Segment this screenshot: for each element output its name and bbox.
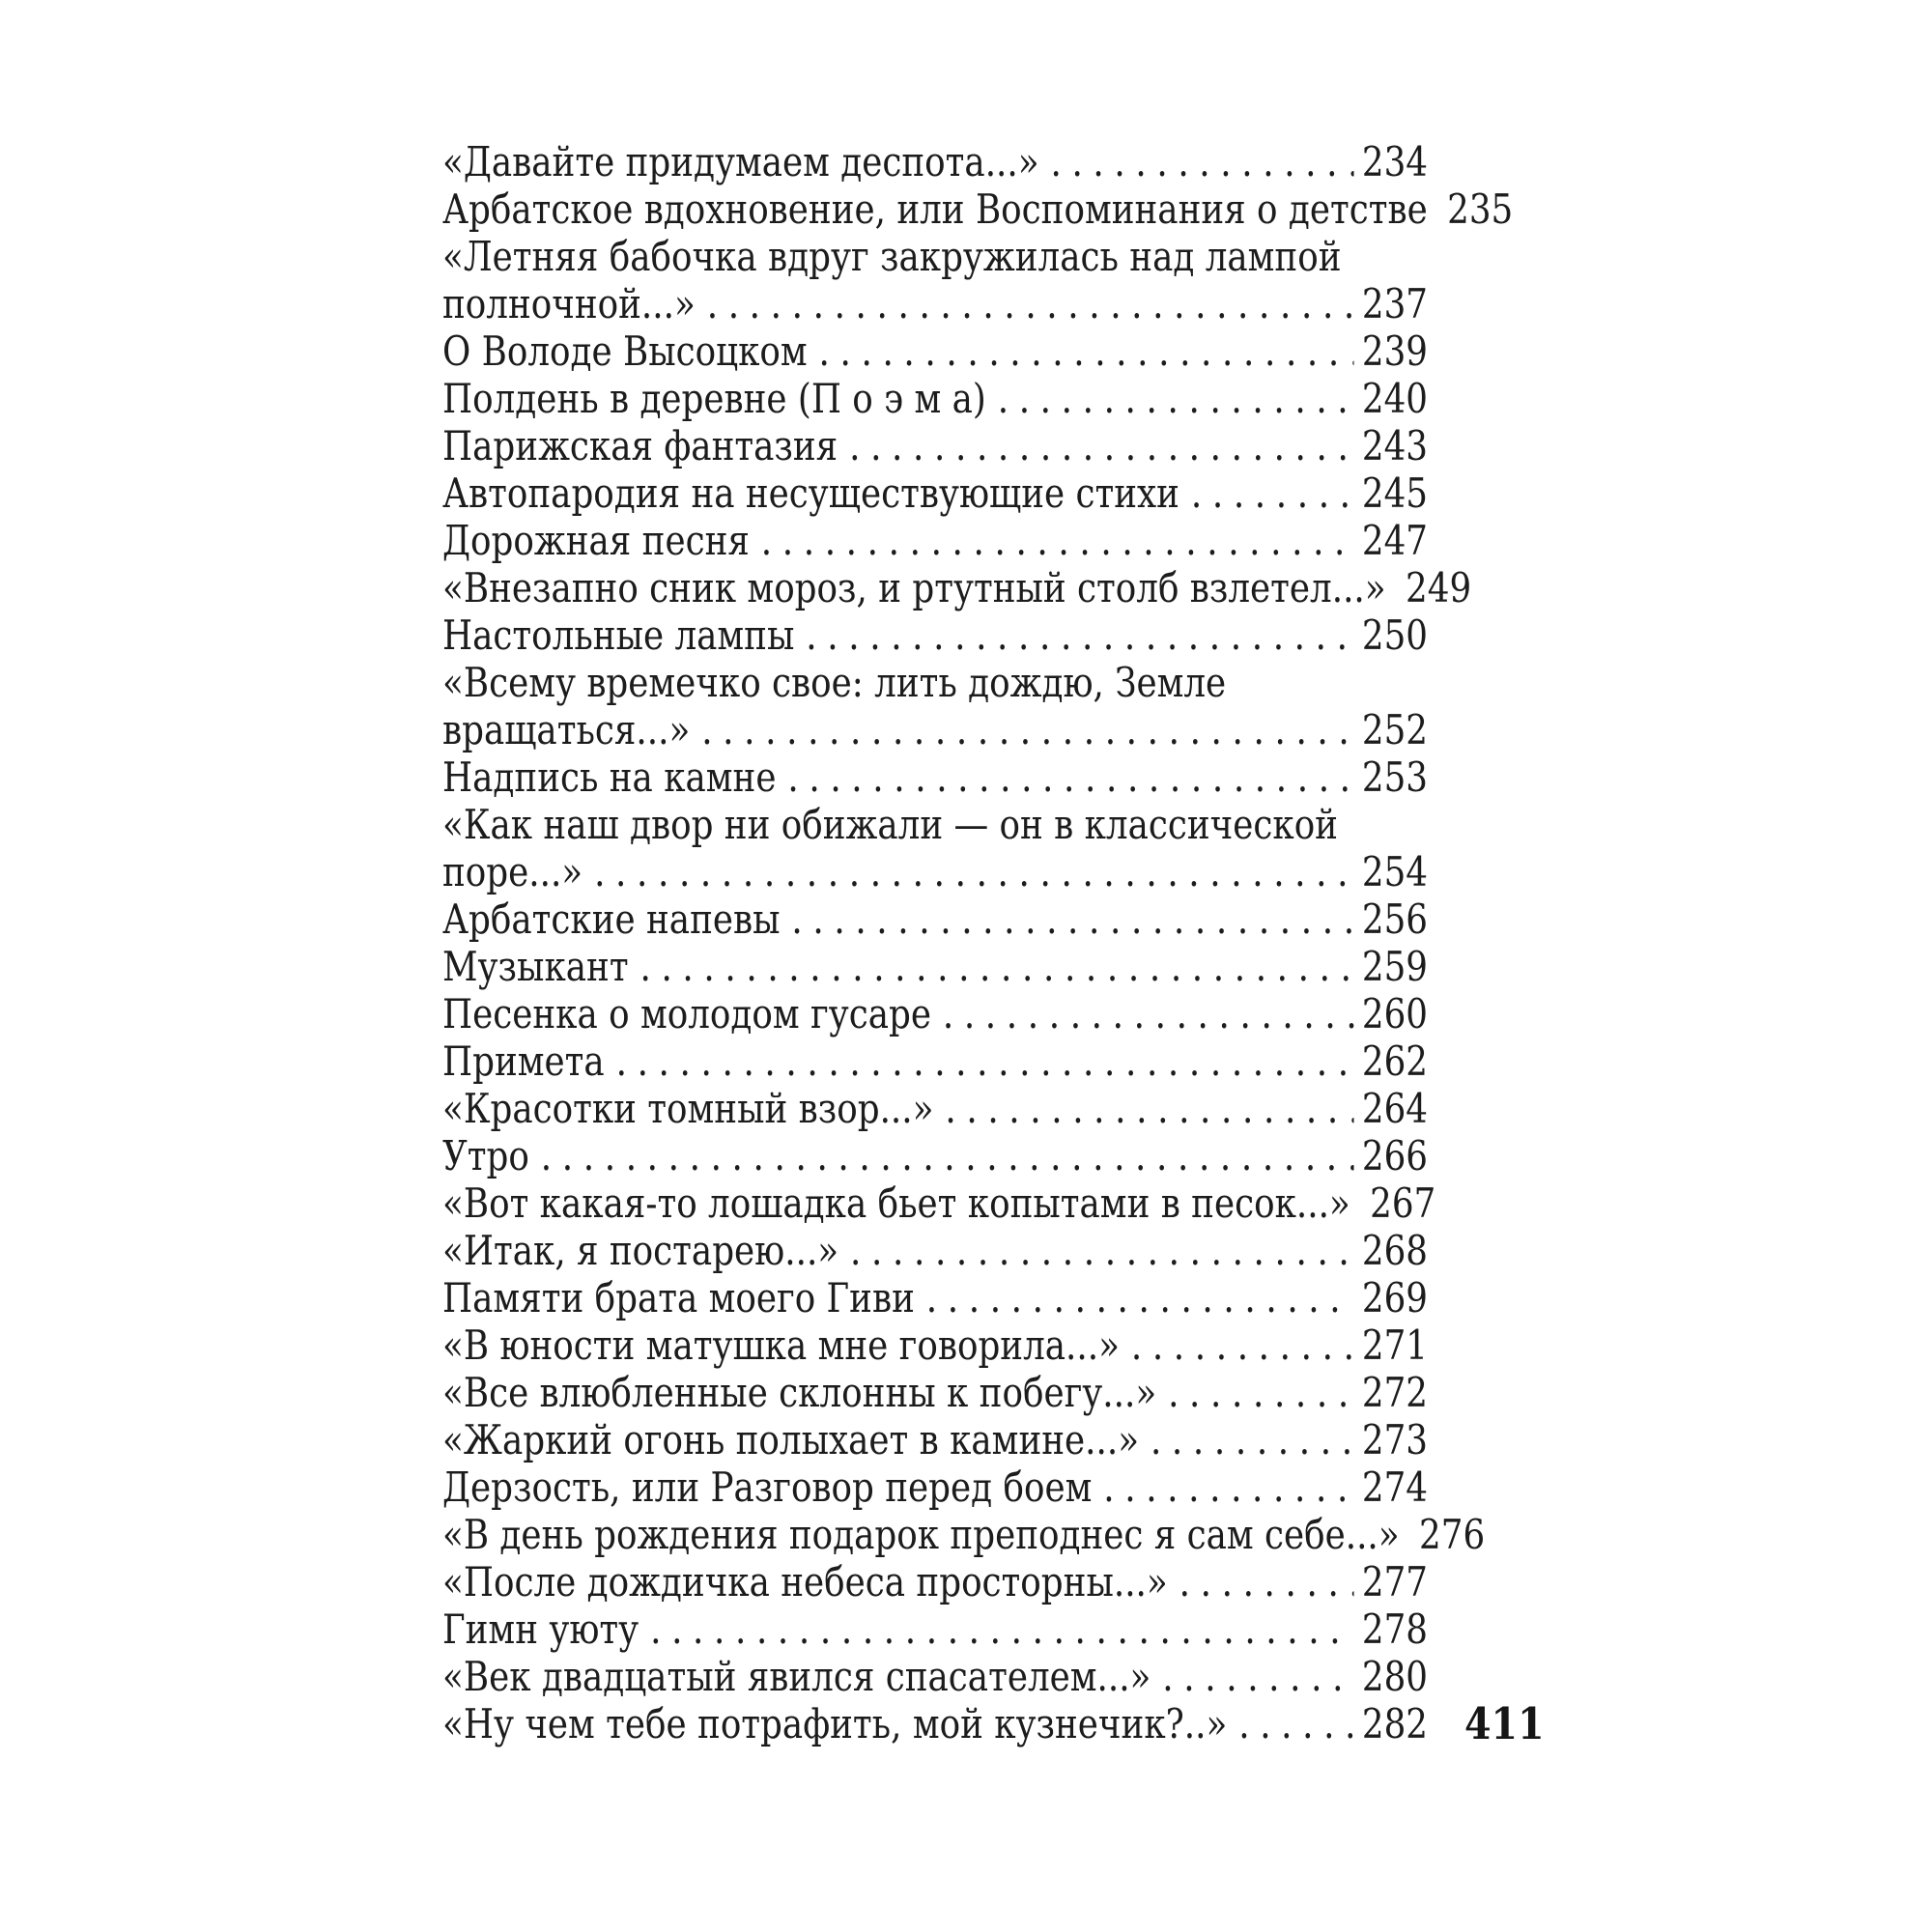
toc-entry-page: 282 (1361, 1700, 1428, 1747)
toc-entry (442, 848, 1428, 895)
dot-leader (750, 517, 1353, 564)
toc-entry-title: Дерзость, или Разговор перед боем (442, 1463, 1093, 1511)
toc-entry-title: Песенка о молодом гусаре (442, 990, 931, 1037)
toc-entry-title: «После дождичка небеса просторны...» (442, 1558, 1168, 1605)
toc-entry (442, 753, 1428, 801)
toc-entry-title: «Как наш двор ни обижали — он в классической (442, 801, 1338, 848)
toc-entry (442, 327, 1428, 375)
toc-entry-page: 256 (1361, 895, 1428, 943)
dot-leader (582, 848, 1353, 895)
toc-entry-page: 259 (1361, 943, 1428, 990)
toc-entry-page: 277 (1361, 1558, 1428, 1605)
toc-entry-title: Дорожная песня (442, 517, 750, 564)
toc-entry-wrap-line (442, 233, 1428, 280)
dot-leader (776, 753, 1353, 801)
toc-entry-page: 278 (1361, 1605, 1428, 1653)
dot-leader (794, 611, 1353, 659)
toc-entry-page: 247 (1361, 517, 1428, 564)
toc-entry-page: 273 (1361, 1416, 1428, 1463)
toc-entry-title: Надпись на камне (442, 753, 777, 801)
toc-entry (442, 1416, 1428, 1463)
toc-entry (442, 1700, 1428, 1747)
dot-leader (529, 1132, 1353, 1179)
toc-entry (442, 1511, 1486, 1558)
toc-entry-title: «Красотки томный взор...» (442, 1085, 934, 1132)
toc-entry-page: 254 (1361, 848, 1428, 895)
toc-entry-page: 243 (1361, 422, 1428, 469)
dot-leader (1400, 1511, 1411, 1558)
dot-leader (690, 706, 1353, 753)
dot-leader (696, 280, 1354, 327)
toc-entry-title: Полдень в деревне (П о э м а) (442, 375, 986, 422)
toc-entry (442, 1558, 1428, 1605)
toc-entry-page: 235 (1447, 185, 1514, 233)
toc-entry (442, 422, 1428, 469)
toc-entry-title: «Летняя бабочка вдруг закружилась над лампой (442, 233, 1342, 280)
toc-entry-title: «Вот какая-то лошадка бьет копытами в песок...» (442, 1179, 1350, 1227)
toc-entry-title: Парижская фантазия (442, 422, 838, 469)
dot-leader (915, 1274, 1353, 1321)
toc-entry (442, 1321, 1428, 1369)
dot-leader (629, 943, 1354, 990)
toc-entry (442, 943, 1428, 990)
toc-entry (442, 895, 1428, 943)
toc-entry (442, 138, 1428, 185)
toc-entry-page: 267 (1370, 1179, 1436, 1227)
dot-leader (1120, 1321, 1353, 1369)
toc-entry-title: Примета (442, 1037, 605, 1085)
toc-entry-wrap-line (442, 659, 1428, 706)
toc-entry-page: 268 (1361, 1227, 1428, 1274)
toc-entry (442, 185, 1514, 233)
toc-entry (442, 611, 1428, 659)
toc-entry-title: полночной...» (442, 280, 696, 327)
toc-entry-page: 272 (1361, 1369, 1428, 1416)
dot-leader (639, 1605, 1353, 1653)
toc-entry-title: Арбатские напевы (442, 895, 781, 943)
toc-entry-title: «В день рождения подарок преподнес я сам себе...» (442, 1511, 1400, 1558)
dot-leader (781, 895, 1354, 943)
toc-entry (442, 1179, 1436, 1227)
toc-entry-title: «Итак, я постарею...» (442, 1227, 839, 1274)
toc-entry-page: 269 (1361, 1274, 1428, 1321)
toc-entry-page: 252 (1361, 706, 1428, 753)
toc-entry-title: «Век двадцатый явился спасателем...» (442, 1653, 1151, 1700)
toc-entry-title: Автопародия на несуществующие стихи (442, 469, 1179, 517)
toc-entry-wrap-line (442, 801, 1428, 848)
toc-entry-page: 237 (1361, 280, 1428, 327)
toc-entry-page: 239 (1361, 327, 1428, 375)
toc-entry-page: 245 (1361, 469, 1428, 517)
toc-entry (442, 706, 1428, 753)
dot-leader (1092, 1463, 1353, 1511)
dot-leader (838, 422, 1353, 469)
toc-entry-title: О Володе Высоцком (442, 327, 808, 375)
toc-entry-title: Памяти брата моего Гиви (442, 1274, 915, 1321)
page-number: 411 (1464, 1698, 1545, 1749)
toc-entry (442, 375, 1428, 422)
toc-entry (442, 1227, 1428, 1274)
toc-entry-title: Музыкант (442, 943, 629, 990)
toc-entry-title: «В юности матушка мне говорила...» (442, 1321, 1120, 1369)
toc-entry (442, 1605, 1428, 1653)
dot-leader (808, 327, 1354, 375)
toc-entry-title: «Давайте придумаем деспота...» (442, 138, 1039, 185)
toc-entry (442, 564, 1472, 611)
toc-entry (442, 1132, 1428, 1179)
toc-entry-title: «Все влюбленные склонны к побегу...» (442, 1369, 1157, 1416)
toc-entry-title: вращаться...» (442, 706, 691, 753)
toc-entry-page: 234 (1361, 138, 1428, 185)
dot-leader (1151, 1653, 1353, 1700)
toc-entry-title: Арбатское вдохновение, или Воспоминания о детстве (442, 185, 1428, 233)
toc-entry (442, 517, 1428, 564)
toc-entry-page: 262 (1361, 1037, 1428, 1085)
dot-leader (1168, 1558, 1354, 1605)
toc-entry-title: «Внезапно сник мороз, и ртутный столб взлетел...» (442, 564, 1386, 611)
toc-entry-page: 274 (1361, 1463, 1428, 1511)
toc-entry-title: «Жаркий огонь полыхает в камине...» (442, 1416, 1140, 1463)
dot-leader (1039, 138, 1354, 185)
dot-leader (1428, 185, 1439, 233)
dot-leader (1156, 1369, 1353, 1416)
toc-entry-page: 250 (1361, 611, 1428, 659)
dot-leader (1386, 564, 1398, 611)
toc-entry-page: 240 (1361, 375, 1428, 422)
dot-leader (986, 375, 1354, 422)
toc-entry (442, 1653, 1428, 1700)
toc-entry (442, 1369, 1428, 1416)
dot-leader (1139, 1416, 1353, 1463)
toc-entry-page: 280 (1361, 1653, 1428, 1700)
toc-entry (442, 280, 1428, 327)
dot-leader (838, 1227, 1353, 1274)
toc-entry (442, 1274, 1428, 1321)
toc-entry-title: поре...» (442, 848, 583, 895)
toc-entry-page: 260 (1361, 990, 1428, 1037)
toc-entry (442, 1463, 1428, 1511)
toc-entry (442, 990, 1428, 1037)
toc-entry-title: «Ну чем тебе потрафить, мой кузнечик?..» (442, 1700, 1228, 1747)
dot-leader (933, 1085, 1353, 1132)
toc-entry-title: Настольные лампы (442, 611, 795, 659)
toc-entry-page: 253 (1361, 753, 1428, 801)
dot-leader (1227, 1700, 1353, 1747)
dot-leader (1179, 469, 1353, 517)
toc-entry-page: 264 (1361, 1085, 1428, 1132)
toc-entry-page: 249 (1406, 564, 1472, 611)
toc-entry-page: 271 (1361, 1321, 1428, 1369)
dot-leader (1350, 1179, 1362, 1227)
toc-entry-page: 266 (1361, 1132, 1428, 1179)
toc-entry-title: Утро (442, 1132, 529, 1179)
toc-entry (442, 469, 1428, 517)
dot-leader (931, 990, 1353, 1037)
toc-entry-title: Гимн уюту (442, 1605, 639, 1653)
dot-leader (605, 1037, 1354, 1085)
toc-entry-page: 276 (1419, 1511, 1486, 1558)
toc-entry (442, 1085, 1428, 1132)
toc-entry (442, 1037, 1428, 1085)
toc-entry-title: «Всему времечко свое: лить дождю, Земле (442, 659, 1227, 706)
